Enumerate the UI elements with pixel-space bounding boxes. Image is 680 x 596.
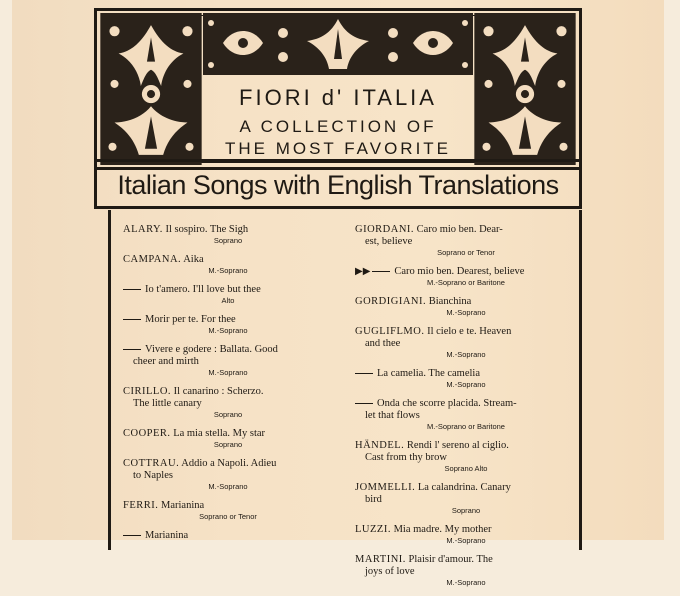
song-title-continued: joys of love (365, 566, 415, 577)
song-line (123, 344, 333, 356)
voice-type: Soprano (213, 410, 243, 419)
song-title-continued: bird (365, 494, 382, 505)
song-entry (355, 554, 577, 587)
composer-name: GIORDANI. (355, 224, 415, 235)
song-title-continued: est, believe (365, 236, 413, 247)
song-line (123, 224, 333, 236)
voice-type: Soprano Alto (444, 464, 488, 473)
song-line (123, 314, 333, 326)
composer-name: HÄNDEL. (355, 440, 405, 451)
composer-name: COTTRAU. (123, 458, 180, 469)
song-line (355, 482, 577, 494)
song-line (355, 368, 577, 380)
voice-type: Soprano (213, 236, 243, 245)
song-entry (123, 386, 333, 419)
song-title: Il sospiro. The Sigh (165, 224, 249, 235)
song-entry (355, 398, 577, 431)
voice-type: M.-Soprano (208, 482, 248, 491)
song-title: La mia stella. My star (173, 428, 266, 439)
song-title: Marianina (145, 530, 189, 541)
banner-text: Italian Songs with English Translations (117, 170, 559, 200)
voice-type: M.-Soprano (446, 308, 486, 317)
song-title: Io t'amero. I'll love but thee (145, 284, 261, 295)
song-entry (123, 530, 333, 542)
composer-name: ALARY. (123, 224, 163, 235)
song-title: Rendi l' sereno al ciglio. (406, 440, 509, 451)
song-title: Vivere e godere : Ballata. Good (145, 344, 278, 355)
voice-type: Soprano or Tenor (199, 512, 257, 521)
composer-name: GUGLIFLMO. (355, 326, 425, 337)
voice-type: M.-Soprano (446, 380, 486, 389)
composer-name: MARTINI. (355, 554, 406, 565)
song-title: Morir per te. For thee (145, 314, 236, 325)
composer-name: GORDIGIANI. (355, 296, 427, 307)
song-title: La camelia. The camelia (377, 368, 480, 379)
top-floral-band-icon (203, 13, 473, 75)
subtitle-line-2: THE MOST FAVORITE (224, 139, 452, 158)
song-title: Onda che scorre placida. Stream- (377, 398, 517, 409)
song-title-continued: cheer and mirth (133, 356, 199, 367)
song-entry (355, 224, 577, 257)
song-entry (355, 482, 577, 515)
song-title: Il canarino : Scherzo. (173, 386, 264, 397)
composer-name: CAMPANA. (123, 254, 182, 265)
voice-type: Soprano (451, 506, 481, 515)
song-entry (123, 428, 333, 449)
song-title: Addio a Napoli. Adieu (181, 458, 277, 469)
song-line (123, 284, 333, 296)
ditto-dash (123, 535, 141, 536)
song-entry (123, 458, 333, 491)
composer-name: JOMMELLI. (355, 482, 416, 493)
title-block (203, 77, 473, 167)
song-title: Plaisir d'amour. The (408, 554, 493, 565)
song-line (123, 500, 333, 512)
song-line (355, 326, 577, 338)
song-title: La calandrina. Canary (417, 482, 511, 493)
song-title-continued: Cast from thy brow (365, 452, 447, 463)
voice-type: M.-Soprano or Baritone (427, 422, 505, 431)
song-entry (355, 524, 577, 545)
song-entry (355, 368, 577, 389)
voice-type: M.-Soprano (446, 578, 486, 587)
ditto-dash (123, 319, 141, 320)
subtitle-line-1: A COLLECTION OF (239, 117, 437, 136)
composer-name: CIRILLO. (123, 386, 172, 397)
song-entry (123, 284, 333, 305)
song-title: Caro mio ben. Dear- (416, 224, 503, 235)
voice-type: M.-Soprano (208, 368, 248, 377)
composer-name: COOPER. (123, 428, 171, 439)
voice-type: M.-Soprano (208, 266, 248, 275)
song-title: Aika (183, 254, 204, 265)
voice-type: M.-Soprano (446, 350, 486, 359)
song-entry (355, 266, 577, 287)
song-line (355, 440, 577, 452)
header-frame (94, 8, 582, 170)
song-entry (355, 326, 577, 359)
composer-name: LUZZI. (355, 524, 391, 535)
song-title-continued: The little canary (133, 398, 202, 409)
song-title-continued: let that flows (365, 410, 420, 421)
right-floral-ornament-icon (473, 13, 577, 165)
left-floral-ornament-icon (99, 13, 203, 165)
song-line (123, 458, 333, 470)
song-entry (123, 314, 333, 335)
song-title: Marianina (161, 500, 205, 511)
voice-type: M.-Soprano (208, 326, 248, 335)
song-line (123, 530, 333, 542)
ditto-dash (355, 373, 373, 374)
song-title-continued: and thee (365, 338, 401, 349)
composer-name: FERRI. (123, 500, 159, 511)
banner (94, 159, 582, 209)
song-title: Bianchina (428, 296, 472, 307)
voice-type: Soprano (213, 440, 243, 449)
voice-type: M.-Soprano (446, 536, 486, 545)
sheet-music-cover (12, 0, 664, 587)
song-list (108, 210, 582, 587)
song-entry (123, 344, 333, 377)
song-line (123, 386, 333, 398)
ditto-dash (123, 289, 141, 290)
ditto-dash (372, 271, 390, 272)
song-entry (355, 296, 577, 317)
voice-type: Alto (221, 296, 235, 305)
song-entry (355, 440, 577, 473)
song-title: Mia madre. My mother (393, 524, 492, 535)
pointing-hand-icon: ▶▶ (355, 266, 371, 277)
song-line (123, 428, 333, 440)
song-line (355, 554, 577, 566)
song-line (123, 254, 333, 266)
song-line (355, 266, 577, 278)
song-line (355, 524, 577, 536)
song-title: Il cielo e te. Heaven (427, 326, 512, 337)
right-song-column (355, 224, 577, 596)
song-line (355, 398, 577, 410)
song-title-continued: to Naples (133, 470, 173, 481)
ditto-dash (123, 349, 141, 350)
collection-title: FIORI d' ITALIA (239, 85, 437, 110)
voice-type: M.-Soprano or Baritone (427, 278, 505, 287)
ditto-dash (355, 403, 373, 404)
left-song-column (123, 224, 333, 551)
song-line (355, 296, 577, 308)
voice-type: Soprano or Tenor (437, 248, 495, 257)
song-entry (123, 500, 333, 521)
song-entry (123, 224, 333, 245)
song-title: Caro mio ben. Dearest, believe (394, 266, 525, 277)
song-entry (123, 254, 333, 275)
song-line (355, 224, 577, 236)
